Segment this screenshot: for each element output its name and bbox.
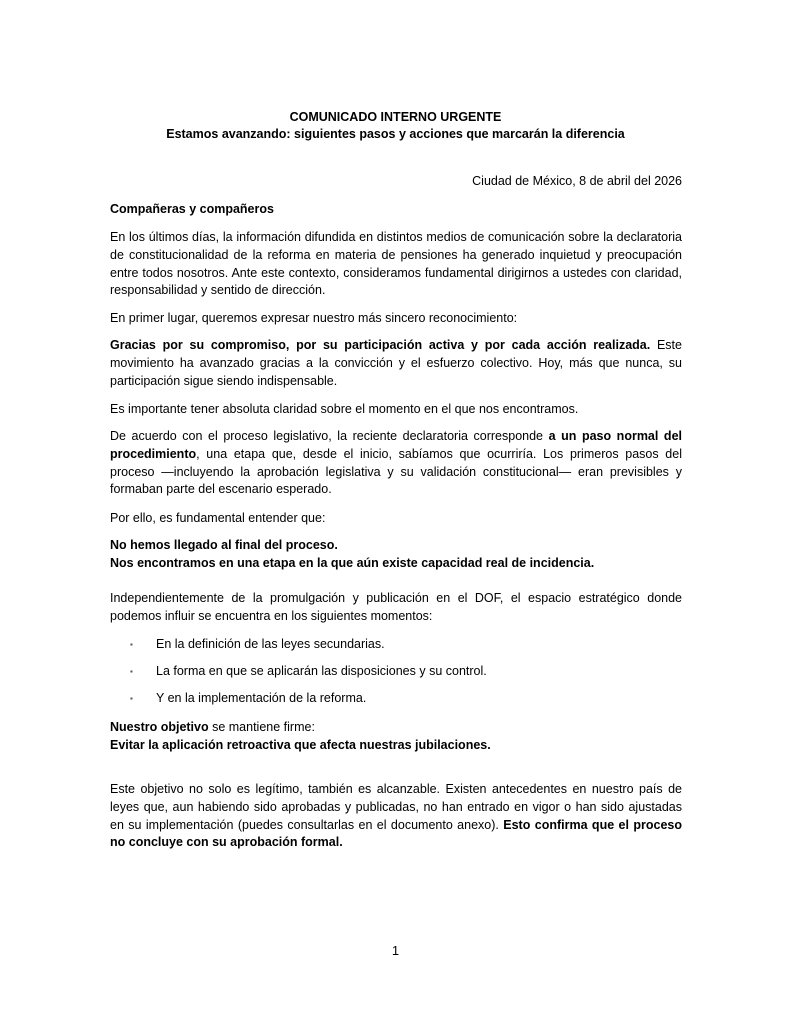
paragraph-context: En los últimos días, la información difundida en distintos medios de comunicación sobre la declaratoria de constitucionalidad de la reforma en materia de pensiones ha generado inquietud y preocupación entre todos nosotros. Ante este contexto, consideramos fundamental dirigirnos a ustedes con claridad, responsabilidad y sentido de dirección. — [110, 230, 682, 298]
square-bullet-icon: ▪ — [130, 640, 133, 649]
objective-text: se mantiene firme: — [208, 720, 315, 734]
emphasis-block — [110, 537, 682, 573]
list-item-text: La forma en que se aplicarán las disposiciones y su control. — [156, 664, 487, 678]
paragraph-recognition-intro: En primer lugar, queremos expresar nuestro más sincero reconocimiento: — [110, 311, 518, 325]
achievable-bold-text: Esto confirma que el proceso no concluye con su aprobación formal. — [110, 817, 683, 850]
document-title: COMUNICADO INTERNO URGENTE — [289, 110, 502, 124]
list-item — [130, 690, 487, 717]
legislative-text-pre: De acuerdo con el proceso legislativo, la reciente declaratoria corresponde — [110, 429, 549, 443]
paragraph-legislative-process — [110, 428, 682, 499]
emphasis-line-2: Nos encontramos en una etapa en la que aún existe capacidad real de incidencia. — [110, 555, 595, 570]
paragraph-understand: Por ello, es fundamental entender que: — [110, 511, 326, 525]
document-subtitle: Estamos avanzando: siguientes pasos y acciones que marcarán la diferencia — [166, 127, 625, 141]
thanks-text: Este movimiento ha avanzado gracias a la convicción y el esfuerzo colectivo. Hoy, más que nunca, su participación sigue siendo indispensable. — [110, 338, 682, 388]
square-bullet-icon: ▪ — [130, 694, 133, 703]
dateline: Ciudad de México, 8 de abril del 2026 — [472, 174, 682, 188]
emphasis-line-1: No hemos llegado al final del proceso. — [110, 538, 338, 552]
achievable-text: Este objetivo no solo es legítimo, también es alcanzable. Existen antecedentes en nuestro país de leyes que, aun habiendo sido aprobadas y publicadas, no han entrado en vigor o han sido ajustadas en su implementación (puedes consultarlas en el documento anexo). — [110, 782, 682, 832]
list-item — [130, 636, 487, 663]
legislative-bold-text: a un paso normal del procedimiento — [110, 429, 682, 461]
objective-block — [110, 719, 682, 755]
thanks-bold-text: Gracias por su compromiso, por su participación activa y por cada acción realizada. — [110, 338, 651, 352]
page-number: 1 — [391, 943, 400, 958]
paragraph-achievable — [110, 781, 682, 852]
paragraph-strategic-space: Independientemente de la promulgación y publicación en el DOF, el espacio estratégico donde podemos influir se encuentra en los siguientes momentos: — [110, 591, 682, 623]
strategic-moments-list — [130, 636, 487, 717]
objective-statement: Evitar la aplicación retroactiva que afecta nuestras jubilaciones. — [110, 737, 491, 752]
paragraph-clarity: Es importante tener absoluta claridad sobre el momento en el que nos encontramos. — [110, 402, 579, 416]
list-item-text: En la definición de las leyes secundarias. — [156, 637, 385, 651]
square-bullet-icon: ▪ — [130, 667, 133, 676]
list-item — [130, 663, 487, 690]
salutation: Compañeras y compañeros — [110, 202, 274, 216]
list-item-text: Y en la implementación de la reforma. — [156, 691, 367, 705]
paragraph-thanks — [110, 337, 682, 390]
legislative-text-post: , una etapa que, desde el inicio, sabíamos que ocurriría. Los primeros pasos del proceso —incluyendo la aprobación legislativa y su validación constitucional— eran previsibles y formaban parte del escenario esperado. — [110, 446, 682, 497]
objective-bold-label: Nuestro objetivo — [110, 720, 209, 734]
